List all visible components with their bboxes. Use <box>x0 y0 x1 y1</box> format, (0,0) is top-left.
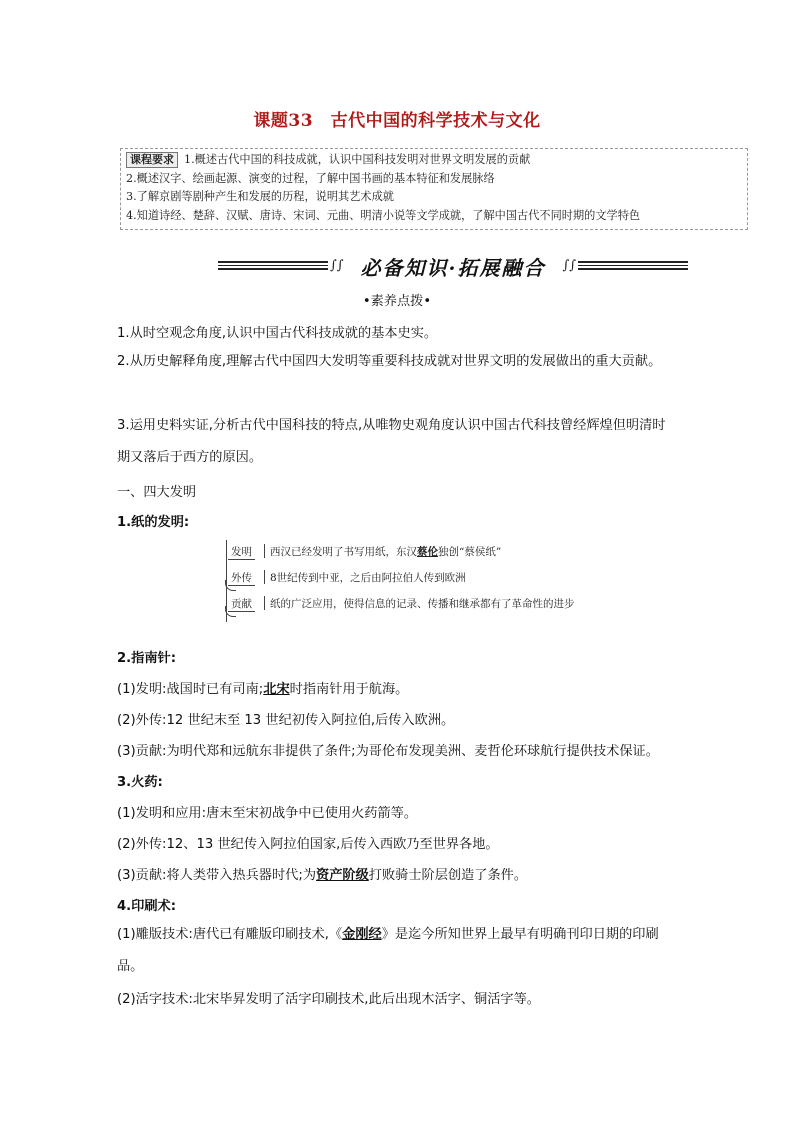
compass-line-1: (1)发明:战国时已有司南;北宋时指南针用于航海。 <box>117 682 409 697</box>
paper-diagram: 发明 西汉已经发明了书写用纸，东汉蔡伦独创“蔡侯纸” 外传 8世纪传到中亚，之后由阿拉伯人传到欧洲 贡献 纸的广泛应用，使得信息的记录、传播和继承都有了革命性的进步 <box>226 540 606 626</box>
gunpowder-line-3: (3)贡献:将人类带入热兵器时代;为资产阶级打败骑士阶层创造了条件。 <box>117 868 528 883</box>
banner-left-rule <box>218 261 328 270</box>
banner-title: 必备知识·拓展融合 <box>360 256 546 280</box>
point-3: 3.运用史料实证,分析古代中国科技的特点,从唯物史观角度认识中国古代科技曾经辉煌但明清时期又落后于西方的原因。 <box>117 418 666 465</box>
gunpowder-heading: 3.火药: <box>117 775 163 790</box>
gunpowder-line-2: (2)外传:12、13 世纪传入阿拉伯国家,后传入西欧乃至世界各地。 <box>117 837 499 852</box>
point-1: 1.从时空观念角度,认识中国古代科技成就的基本史实。 <box>117 326 438 341</box>
requirement-line-3: 3.了解京剧等剧种产生和发展的历程，说明其艺术成就 <box>126 190 394 203</box>
printing-line-2: (2)活字技术:北宋毕昇发明了活字印刷技术,此后出现木活字、铜活字等。 <box>117 992 540 1007</box>
point-2: 2.从历史解释角度,理解古代中国四大发明等重要科技成就对世界文明的发展做出的重大贡献。 <box>117 354 662 369</box>
printing-line-1: (1)雕版技术:唐代已有雕版印刷技术,《金刚经》是迄今所知世界上最早有明确刊印日期的印刷品。 <box>117 927 659 974</box>
printing-heading: 4.印刷术: <box>117 899 177 914</box>
requirement-line-1: 课程要求 1.概述古代中国的科技成就，认识中国科技发明对世界文明发展的贡献 <box>126 151 742 170</box>
course-requirements-box <box>120 148 748 230</box>
requirement-line-4: 4.知道诗经、楚辞、汉赋、唐诗、宋词、元曲、明清小说等文学成就，了解中国古代不同时期的文学特色 <box>126 208 641 222</box>
page-title: 课题33 古代中国的科学技术与文化 <box>253 111 541 131</box>
compass-line-3: (3)贡献:为明代郑和远航东非提供了条件;为哥伦布发现美洲、麦哲伦环球航行提供技术保证。 <box>117 744 659 759</box>
banner-right-ornament: ∫∫ <box>562 258 576 273</box>
gunpowder-line-1: (1)发明和应用:唐末至宋初战争中已使用火药箭等。 <box>117 806 418 821</box>
section-four-inventions: 一、四大发明 <box>117 485 197 500</box>
compass-heading: 2.指南针: <box>117 651 177 666</box>
section-banner <box>218 252 688 280</box>
paper-heading: 1.纸的发明: <box>117 515 190 530</box>
banner-left-ornament: ∫∫ <box>330 258 344 273</box>
banner-right-rule <box>578 261 688 270</box>
compass-line-2: (2)外传:12 世纪末至 13 世纪初传入阿拉伯,后传入欧洲。 <box>117 713 455 728</box>
requirement-line-2: 2.概述汉字、绘画起源、演变的过程，了解中国书画的基本特征和发展脉络 <box>126 171 495 185</box>
literacy-subheading: •素养点拨• <box>362 294 432 309</box>
requirements-tag: 课程要求 <box>126 152 178 168</box>
